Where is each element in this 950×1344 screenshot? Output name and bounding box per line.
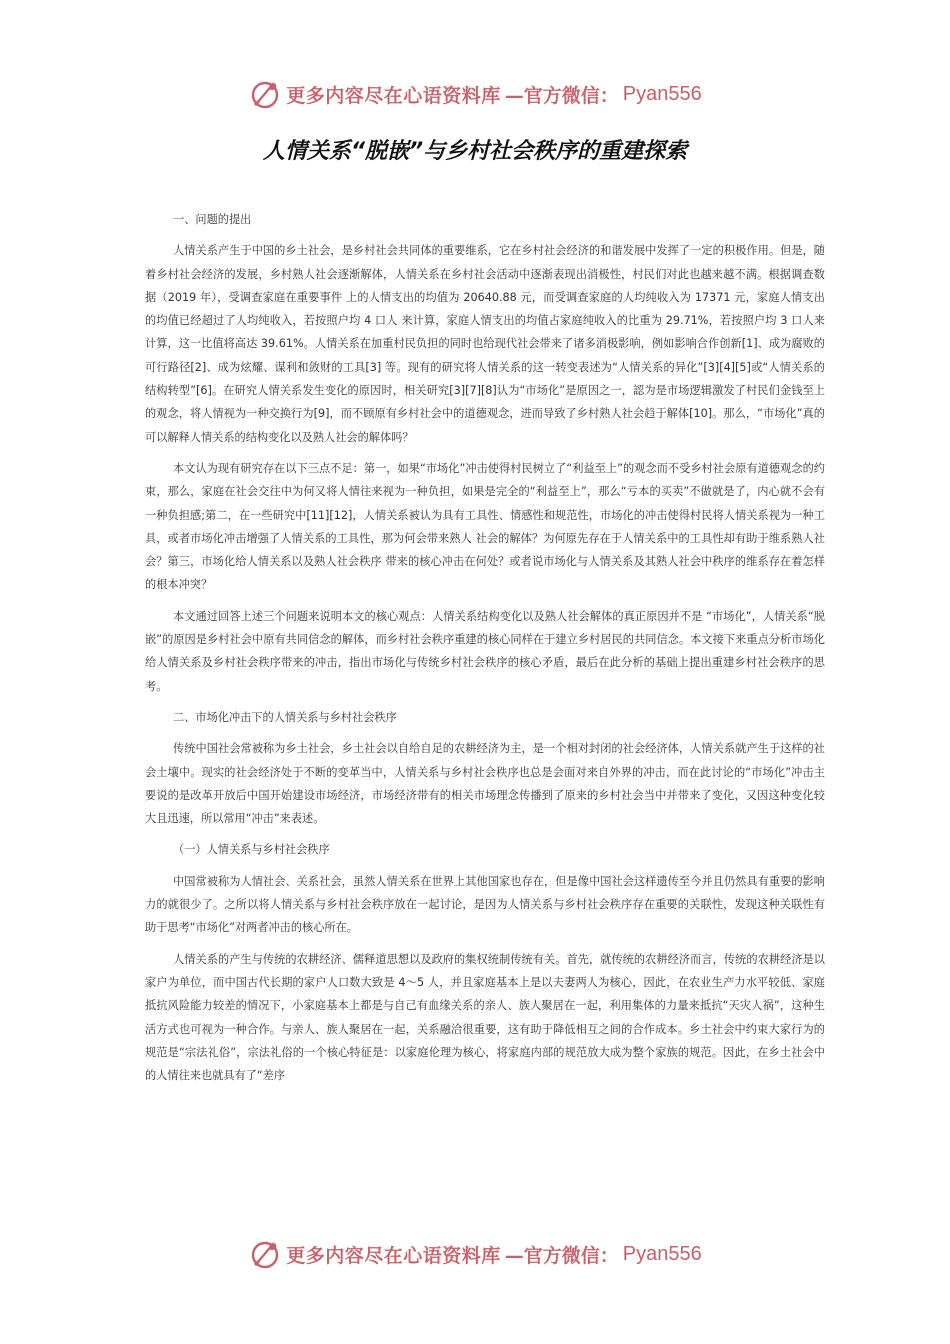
paragraph-1: 人情关系产生于中国的乡土社会，是乡村社会共同体的重要维系，它在乡村社会经济的和谐发展中发挥了一定的积极作用。但是，随着乡村社会经济的发展，乡村熟人社会逐渐解体，人情关系在乡村社会活动中逐渐表现出消极性，村民们对此也越来越不满。根据调查数据（2019 年），受调查家庭在重要事件 上的人情支出的均值为 20640.88 元，而受调查家庭的人均纯收入为 17371 元，家庭人情支出的均值已经超过了人均纯收入，若按照户均 4 口人 来计算，家庭人情支出的均值占家庭纯收入的比重为 29.71%，若按照户均 3 口人来计算，这一比值将高达 39.61%。人情关系在加重村民负担的同时也给现代社会带来了诸多消极影响，例如影响合作创新[1]、成为腐败的可行路径[2]、成为炫耀、谋利和敛财的工具[3] 等。现有的研究将人情关系的这一转变表述为“人情关系的异化”[3][4][5]或“人情关系的结构转型”[6]。在研究人情关系发生变化的原因时，相关研究[3][7][8]认为“市场化”是原因之一，認为是市场逻辑激发了村民们金钱至上的观念，将人情视为一种交换行为[9]，而不顾原有乡村社会中的道德观念，进而导致了乡村熟人社会趋于解体[10]。那么，“市场化”真的可以解释人情关系的结构变化以及熟人社会的解体吗？ <box>145 244 825 444</box>
banner-wechat-label: —官方微信： <box>504 1244 619 1267</box>
paragraph-3: 本文通过回答上述三个问题来说明本文的核心观点：人情关系结构变化以及熟人社会解体的真正原因并不是 “市场化”，人情关系“脱嵌”的原因是乡村社会中原有共同信念的解体，而乡村社会秩序重建的核心同样在于建立乡村居民的共同信念。本文接下来重点分析市场化给人情关系及乡村社会秩序带来的冲击，指出市场化与传统乡村社会秩序的核心矛盾，最后在此分析的基础上提出重建乡村社会秩序的思考。 <box>145 609 825 693</box>
paragraph-5: 中国常被称为人情社会、关系社会，虽然人情关系在世界上其他国家也存在，但是像中国社会这样遗传至今并且仍然具有重要的影响力的就很少了。之所以将人情关系与乡村社会秩序放在一起讨论，是因为人情关系与乡村社会秩序存在重要的关联性，发现这种关联性有助于思考“市场化”对两者冲击的核心所在。 <box>145 874 825 935</box>
header-watermark-banner <box>0 74 950 114</box>
paragraph-4: 传统中国社会常被称为乡土社会，乡土社会以自给自足的农耕经济为主，是一个相对封闭的社会经济体，人情关系就产生于这样的社会土壤中。现实的社会经济处于不断的变革当中，人情关系与乡村社会秩序也总是会面对来自外界的冲击，而在此讨论的“市场化”冲击主要说的是改革开放后中国开始建设市场经济，市场经济带有的相关市场理念传播到了原来的乡村社会当中并带来了变化，又因这种变化较大且迅速，所以常用“冲击”来表述。 <box>145 742 825 826</box>
quill-logo-icon <box>248 77 282 111</box>
document-body <box>145 208 825 1095</box>
banner-wechat-id: Pyan556 <box>622 1242 702 1265</box>
subsection-heading-1: （一）人情关系与乡村社会秩序 <box>173 843 330 857</box>
section-heading-2: 二、市场化冲击下的人情关系与乡村社会秩序 <box>173 710 397 724</box>
banner-wechat-label: —官方微信： <box>504 84 619 107</box>
banner-text: 更多内容尽在心语资料库 <box>286 1244 501 1267</box>
section-heading-1: 一、问题的提出 <box>173 213 252 226</box>
footer-watermark-banner <box>0 1234 950 1274</box>
banner-wechat-id: Pyan556 <box>622 82 702 105</box>
paragraph-2: 本文认为现有研究存在以下三点不足：第一，如果“市场化”冲击使得村民树立了“利益至上”的观念而不受乡村社会原有道德观念的约束，那么，家庭在社会交往中为何又将人情往来视为一种负担，如果是完全的“利益至上”，那么“亏本的买卖”不做就是了，内心就不会有一种负担感;第二，在一些研究中[11][12]，人情关系被认为具有工具性、情感性和规范性，市场化的冲击使得村民将人情关系视为一种工具，或者市场化冲击增强了人情关系的工具性，那为何会带来熟人 社会的解体？为何原先存在于人情关系中的工具性却有助于维系熟人社会？第三，市场化给人情关系以及熟人社会秩序 带来的核心冲击在何处？或者说市场化与人情关系及其熟人社会中秩序的维系存在着怎样的根本冲突？ <box>145 461 825 592</box>
document-title: 人情关系“脱嵌”与乡村社会秩序的重建探索 <box>262 139 688 164</box>
paragraph-6: 人情关系的产生与传统的农耕经济、儒释道思想以及政府的集权统制传统有关。首先，就传统的农耕经济而言，传统的农耕经济是以家户为单位，而中国古代长期的家户人口数大致是 4～5 人，并且家庭基本上是以夫妻两人为核心，因此，在农业生产力水平较低、家庭抵抗风险能力较差的情况下，小家庭基本上都是与自己有血缘关系的亲人、族人聚居在一起，利用集体的力量来抵抗“天灾人祸”，这种生活方式也可视为一种合作。与亲人、族人聚居在一起，关系融洽很重要，这有助于降低相互之间的合作成本。乡土社会中约束大家行为的规范是“宗法礼俗”，宗法礼俗的一个核心特征是：以家庭伦理为核心，将家庭内部的规范放大成为整个家族的规范。因此，在乡土社会中的人情往来也就具有了“差序 <box>145 952 825 1083</box>
quill-logo-icon <box>248 1237 282 1271</box>
banner-text: 更多内容尽在心语资料库 <box>286 84 501 107</box>
